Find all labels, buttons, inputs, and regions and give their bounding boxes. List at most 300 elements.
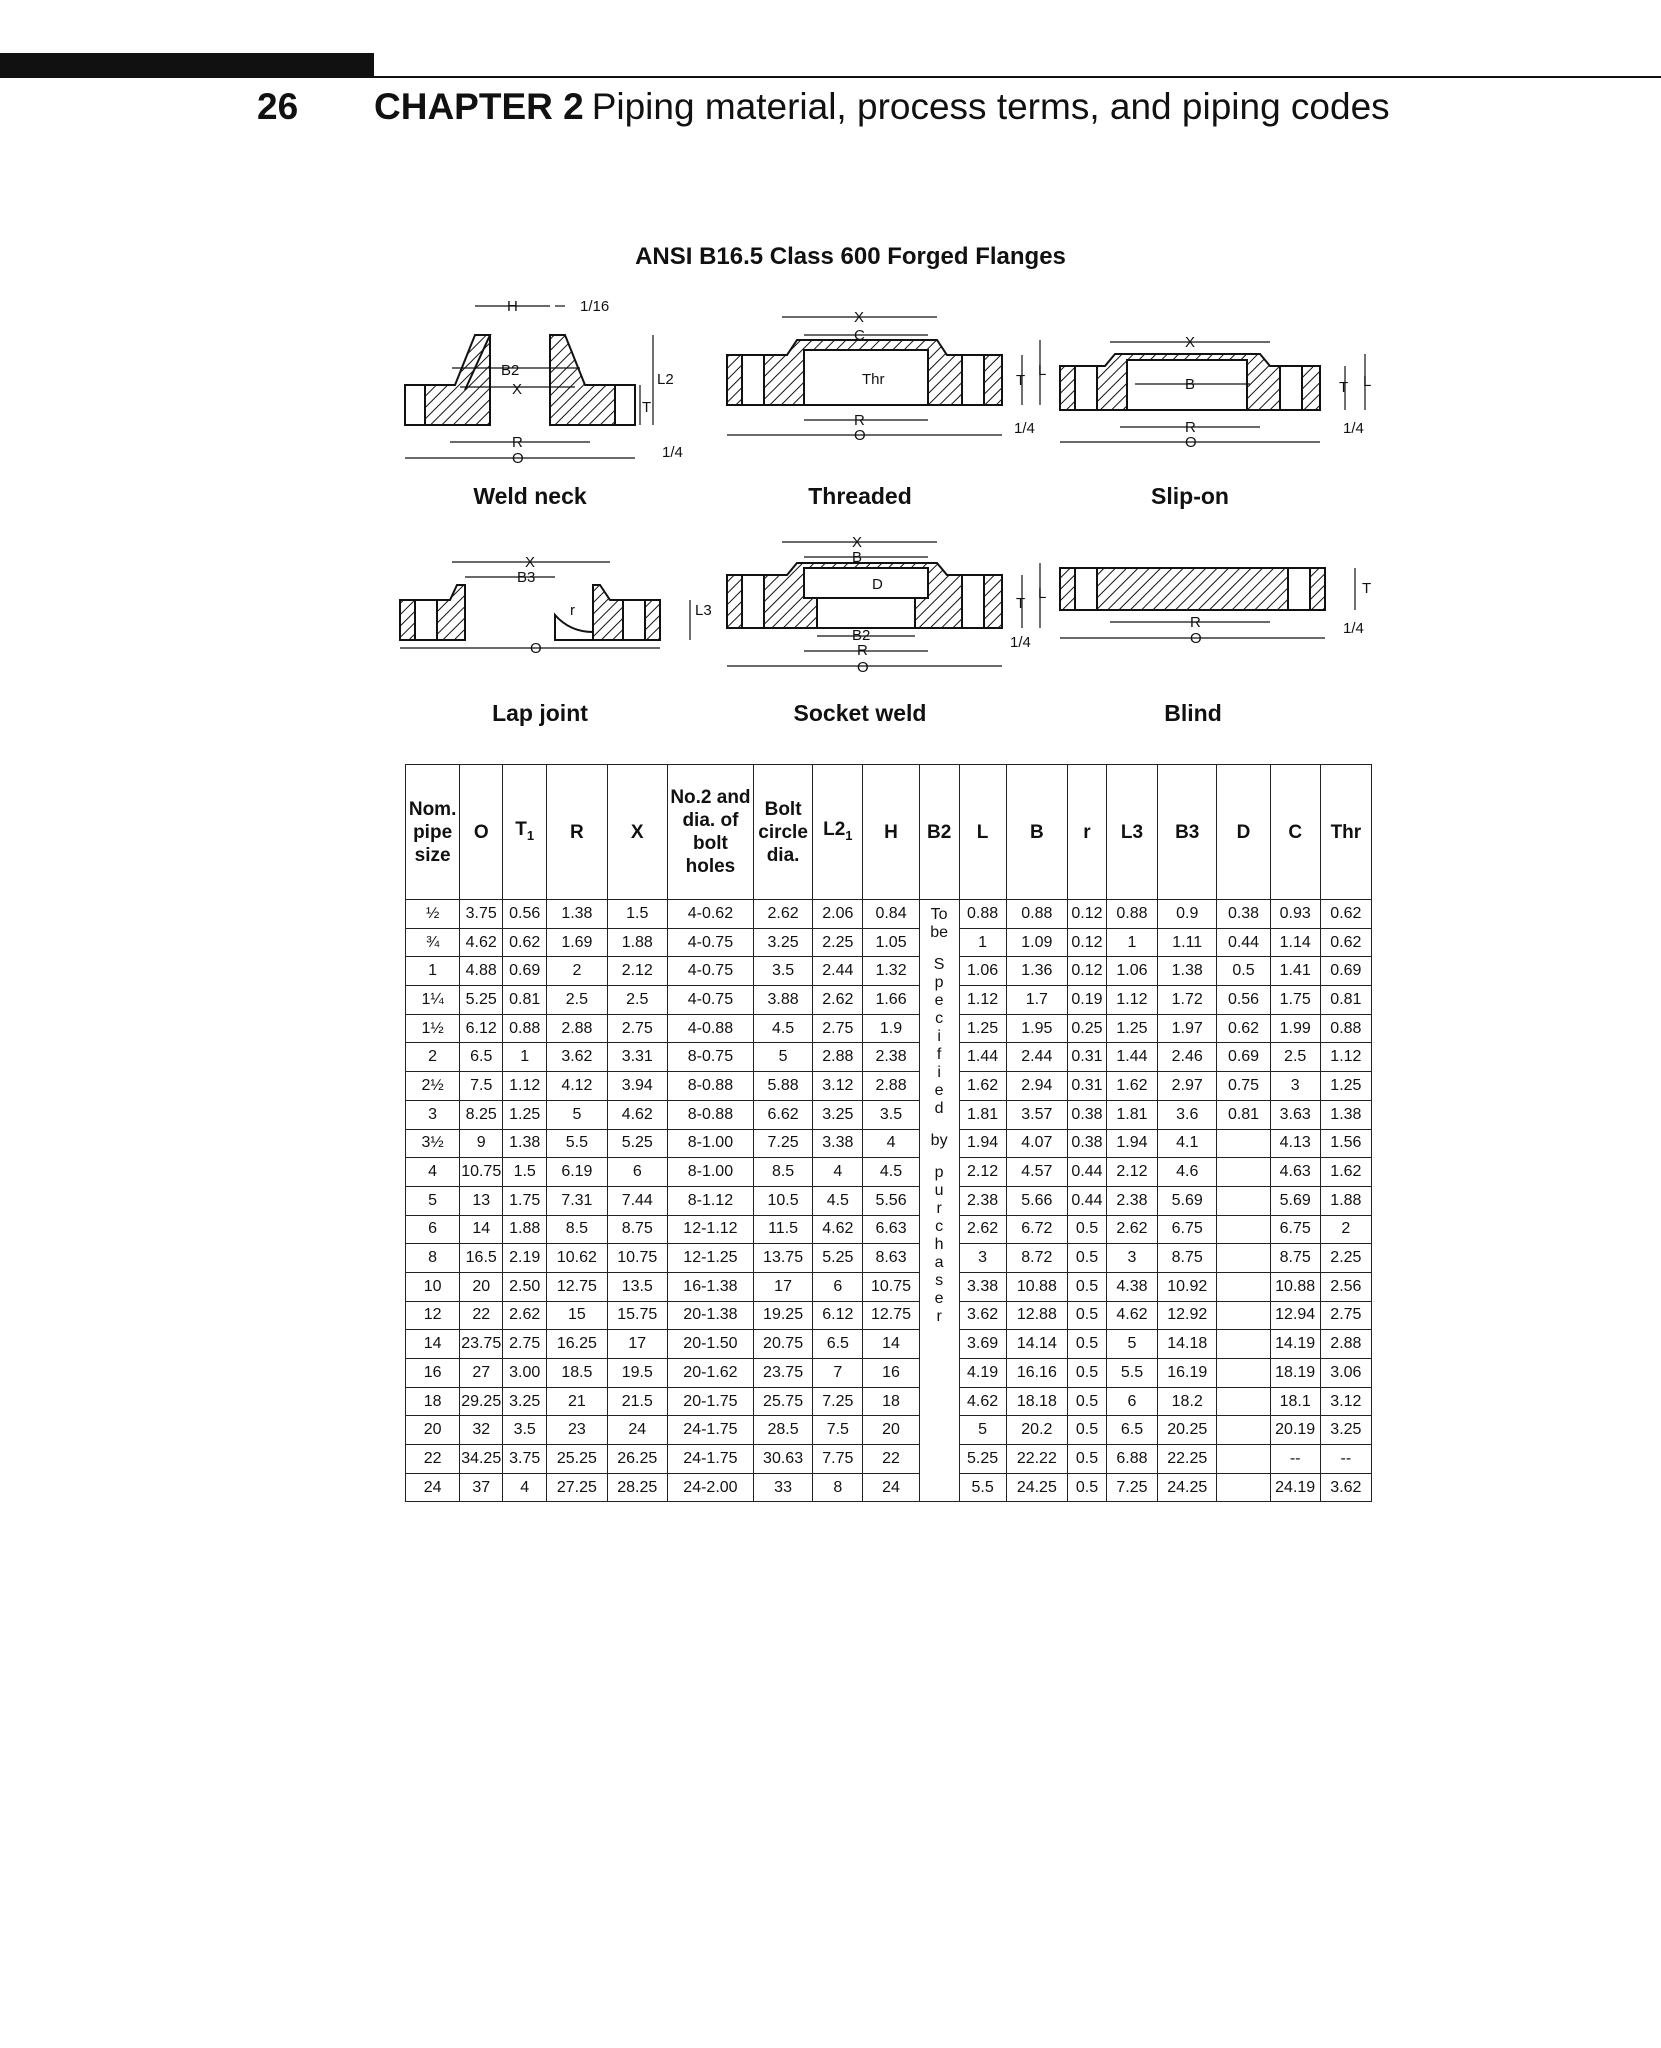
table-cell: 24-1.75 [667, 1416, 753, 1445]
table-cell: 0.62 [1320, 928, 1371, 957]
table-cell: 7.25 [753, 1129, 812, 1158]
table-cell: 0.5 [1068, 1473, 1107, 1502]
table-cell: 1.7 [1006, 986, 1067, 1015]
dim-label: R [1190, 614, 1201, 631]
table-cell: 8.5 [753, 1158, 812, 1187]
table-cell: 5.25 [460, 986, 503, 1015]
table-cell [1217, 1272, 1270, 1301]
table-cell: 0.9 [1158, 900, 1217, 929]
dim-label: 1/4 [1010, 634, 1031, 651]
table-cell: 1.32 [863, 957, 919, 986]
dim-label: L2 [657, 371, 674, 388]
table-cell: 13 [460, 1186, 503, 1215]
dim-label: 1/4 [1343, 620, 1364, 637]
table-cell: 2.94 [1006, 1072, 1067, 1101]
dim-label: T [1362, 580, 1372, 597]
table-cell: 17 [607, 1330, 667, 1359]
table-cell: 10.88 [1270, 1272, 1320, 1301]
table-cell: 2½ [406, 1072, 460, 1101]
table-cell: 8 [813, 1473, 863, 1502]
table-cell: 4 [863, 1129, 919, 1158]
column-header-holes: No.2 and dia. of bolt holes [667, 765, 753, 900]
dim-label: R [854, 412, 865, 429]
table-cell: 4.5 [863, 1158, 919, 1187]
table-cell: 1.5 [503, 1158, 547, 1187]
table-cell: 13.5 [607, 1272, 667, 1301]
table-cell: 0.84 [863, 900, 919, 929]
table-cell: 0.25 [1068, 1014, 1107, 1043]
table-row [406, 1244, 1372, 1273]
table-cell: 7.5 [813, 1416, 863, 1445]
table-cell: 23.75 [460, 1330, 503, 1359]
table-cell [1217, 1330, 1270, 1359]
column-header-l: L [959, 765, 1006, 900]
table-cell: 2.38 [1106, 1186, 1157, 1215]
table-cell: 18.1 [1270, 1387, 1320, 1416]
table-cell: 0.5 [1068, 1359, 1107, 1388]
table-cell: 0.12 [1068, 957, 1107, 986]
table-cell: 3.69 [959, 1330, 1006, 1359]
caption-slip-on: Slip-on [1151, 483, 1229, 509]
table-cell: 0.69 [1217, 1043, 1270, 1072]
table-cell: 34.25 [460, 1445, 503, 1474]
table-cell: 18 [406, 1387, 460, 1416]
table-cell: 1.38 [503, 1129, 547, 1158]
table-cell: 5.69 [1270, 1186, 1320, 1215]
table-cell: 20 [863, 1416, 919, 1445]
table-cell: 3½ [406, 1129, 460, 1158]
table-cell: 0.93 [1270, 900, 1320, 929]
table-cell: 5 [547, 1100, 607, 1129]
table-cell: 1.75 [1270, 986, 1320, 1015]
table-cell: 1.75 [503, 1186, 547, 1215]
table-cell: 0.56 [1217, 986, 1270, 1015]
table-cell: 3.57 [1006, 1100, 1067, 1129]
table-cell: 6.5 [813, 1330, 863, 1359]
table-cell: 1 [1106, 928, 1157, 957]
table-cell: 1.81 [959, 1100, 1006, 1129]
table-cell: 5 [406, 1186, 460, 1215]
table-cell: 12-1.25 [667, 1244, 753, 1273]
dim-label: T [642, 399, 652, 416]
table-cell: 4 [503, 1473, 547, 1502]
table-row [406, 1100, 1372, 1129]
table-cell [1217, 1215, 1270, 1244]
column-header-circle: Bolt circle dia. [753, 765, 812, 900]
table-cell: 10.75 [460, 1158, 503, 1187]
table-row [406, 1445, 1372, 1474]
table-cell: 1.25 [503, 1100, 547, 1129]
table-cell: 0.81 [1320, 986, 1371, 1015]
table-row [406, 1387, 1372, 1416]
table-cell: 8-1.00 [667, 1158, 753, 1187]
column-header-r: r [1068, 765, 1107, 900]
column-header-t1: $T_1$ [503, 765, 547, 900]
table-cell: 3.88 [753, 986, 812, 1015]
table-cell: 20.25 [1158, 1416, 1217, 1445]
table-cell: 0.88 [1320, 1014, 1371, 1043]
table-cell: 3.25 [753, 928, 812, 957]
table-cell: 0.12 [1068, 900, 1107, 929]
table-cell: 3.5 [863, 1100, 919, 1129]
table-cell: 0.56 [503, 900, 547, 929]
table-cell: 6.72 [1006, 1215, 1067, 1244]
table-cell: 3.75 [460, 900, 503, 929]
table-cell: 20.19 [1270, 1416, 1320, 1445]
table-cell: 2 [406, 1043, 460, 1072]
table-cell: 0.5 [1068, 1272, 1107, 1301]
table-cell: 2.06 [813, 900, 863, 929]
table-cell: 22 [406, 1445, 460, 1474]
table-cell: 24 [863, 1473, 919, 1502]
dim-label: L [1363, 373, 1372, 390]
table-cell: 3.62 [547, 1043, 607, 1072]
table-cell: 0.88 [503, 1014, 547, 1043]
table-cell: 0.5 [1068, 1445, 1107, 1474]
column-header-c: C [1270, 765, 1320, 900]
table-cell: 2.75 [607, 1014, 667, 1043]
table-row [406, 1330, 1372, 1359]
table-cell: 0.5 [1068, 1330, 1107, 1359]
table-cell [1217, 1186, 1270, 1215]
table-cell: 2.50 [503, 1272, 547, 1301]
table-cell: 9 [460, 1129, 503, 1158]
table-cell: 2.75 [503, 1330, 547, 1359]
table-row [406, 1272, 1372, 1301]
table-cell: 0.31 [1068, 1043, 1107, 1072]
table-row [406, 900, 1372, 929]
table-row [406, 1072, 1372, 1101]
table-cell: 1.25 [1106, 1014, 1157, 1043]
table-cell: 24-2.00 [667, 1473, 753, 1502]
table-cell: 0.5 [1068, 1244, 1107, 1273]
table-row [406, 1043, 1372, 1072]
dim-label: X [854, 309, 865, 326]
table-cell: 6.19 [547, 1158, 607, 1187]
dim-label: O [857, 659, 869, 676]
table-cell: 5.25 [813, 1244, 863, 1273]
chapter-heading [374, 86, 1390, 128]
table-cell: 4-0.75 [667, 986, 753, 1015]
table-row [406, 957, 1372, 986]
table-cell: 3.25 [503, 1387, 547, 1416]
table-cell: 1.88 [1320, 1186, 1371, 1215]
table-cell: 4.07 [1006, 1129, 1067, 1158]
table-cell: 19.25 [753, 1301, 812, 1330]
dim-label: R [512, 434, 523, 451]
table-cell: 10 [406, 1272, 460, 1301]
table-cell: -- [1320, 1445, 1371, 1474]
table-cell: 1.62 [1106, 1072, 1157, 1101]
table-cell [1217, 1445, 1270, 1474]
table-cell: 1.5 [607, 900, 667, 929]
caption-lap-joint: Lap joint [492, 700, 588, 726]
table-cell: 1.06 [1106, 957, 1157, 986]
table-header-row [406, 765, 1372, 900]
table-cell: 16 [406, 1359, 460, 1388]
table-cell: 6.5 [460, 1043, 503, 1072]
table-cell: 3.94 [607, 1072, 667, 1101]
column-header-r: R [547, 765, 607, 900]
table-cell: 4.57 [1006, 1158, 1067, 1187]
table-cell [1217, 1387, 1270, 1416]
table-cell: 16.19 [1158, 1359, 1217, 1388]
table-cell: 3.38 [959, 1272, 1006, 1301]
table-cell [1217, 1129, 1270, 1158]
table-row [406, 1416, 1372, 1445]
table-cell: 12-1.12 [667, 1215, 753, 1244]
table-cell: 2.88 [813, 1043, 863, 1072]
table-cell: 1.38 [1158, 957, 1217, 986]
figure-title: ANSI B16.5 Class 600 Forged Flanges [635, 243, 1066, 270]
dim-label: X [525, 554, 536, 571]
table-cell: 2.97 [1158, 1072, 1217, 1101]
table-cell: 6.12 [460, 1014, 503, 1043]
table-cell: 2.5 [1270, 1043, 1320, 1072]
blind-drawing [1055, 560, 1385, 670]
table-cell: 4 [406, 1158, 460, 1187]
table-cell: 3.75 [503, 1445, 547, 1474]
table-cell: 0.62 [1217, 1014, 1270, 1043]
table-cell: 1.62 [959, 1072, 1006, 1101]
table-cell: 3.5 [753, 957, 812, 986]
table-cell: 3.38 [813, 1129, 863, 1158]
table-cell: 20.75 [753, 1330, 812, 1359]
table-cell: 1.38 [547, 900, 607, 929]
table-cell: 29.25 [460, 1387, 503, 1416]
table-cell: 20.2 [1006, 1416, 1067, 1445]
table-cell: 0.38 [1217, 900, 1270, 929]
header-bar [0, 53, 374, 78]
table-cell: 2.62 [1106, 1215, 1157, 1244]
caption-weld-neck: Weld neck [473, 483, 587, 509]
dim-label: O [1190, 630, 1202, 647]
dim-label: T [1339, 379, 1349, 396]
table-cell: 8.5 [547, 1215, 607, 1244]
column-header-b3: B3 [1158, 765, 1217, 900]
table-cell: 2.88 [547, 1014, 607, 1043]
table-cell: 14.14 [1006, 1330, 1067, 1359]
table-cell: 4.12 [547, 1072, 607, 1101]
table-cell: 10.75 [607, 1244, 667, 1273]
table-cell: 12 [406, 1301, 460, 1330]
table-cell: 2 [547, 957, 607, 986]
table-cell: 8.75 [607, 1215, 667, 1244]
table-cell: 2.62 [753, 900, 812, 929]
table-cell: 10.75 [863, 1272, 919, 1301]
table-cell: 0.38 [1068, 1129, 1107, 1158]
table-cell: 0.62 [503, 928, 547, 957]
page-number: 26 [257, 86, 299, 127]
table-cell: 2.56 [1320, 1272, 1371, 1301]
column-header-nom: Nom. pipe size [406, 765, 460, 900]
table-row [406, 1301, 1372, 1330]
column-header-o: O [460, 765, 503, 900]
table-cell: 1.81 [1106, 1100, 1157, 1129]
table-cell: 3.6 [1158, 1100, 1217, 1129]
table-cell: 12.88 [1006, 1301, 1067, 1330]
table-cell: 6.62 [753, 1100, 812, 1129]
table-cell: 8-0.88 [667, 1072, 753, 1101]
threaded-drawing [722, 305, 1052, 445]
table-cell: 8-0.88 [667, 1100, 753, 1129]
table-cell: 1.62 [1320, 1158, 1371, 1187]
table-cell: 0.5 [1068, 1416, 1107, 1445]
table-cell: 25.75 [753, 1387, 812, 1416]
table-cell: 18.5 [547, 1359, 607, 1388]
table-cell [1217, 1158, 1270, 1187]
table-cell: 7 [813, 1359, 863, 1388]
dim-label: O [1185, 434, 1197, 450]
table-cell: 22 [863, 1445, 919, 1474]
table-cell: 21.5 [607, 1387, 667, 1416]
table-cell: 27 [460, 1359, 503, 1388]
table-cell: 24-1.75 [667, 1445, 753, 1474]
table-cell: 0.5 [1068, 1301, 1107, 1330]
table-cell: 27.25 [547, 1473, 607, 1502]
table-body [406, 900, 1372, 1502]
table-cell: 0.88 [1006, 900, 1067, 929]
caption-socket-weld: Socket weld [793, 700, 927, 726]
table-cell: 2.62 [959, 1215, 1006, 1244]
header-rule [374, 76, 1661, 78]
dim-label: r [570, 602, 575, 619]
table-cell: 2.62 [813, 986, 863, 1015]
table-cell: 6.75 [1270, 1215, 1320, 1244]
table-cell: 2.5 [607, 986, 667, 1015]
table-cell: 6 [406, 1215, 460, 1244]
table-cell: 3.25 [813, 1100, 863, 1129]
table-cell: 4.62 [460, 928, 503, 957]
table-cell: 28.5 [753, 1416, 812, 1445]
table-cell: 14 [406, 1330, 460, 1359]
table-cell: 20 [406, 1416, 460, 1445]
table-cell: 1½ [406, 1014, 460, 1043]
table-cell: 2.25 [813, 928, 863, 957]
table-cell: 1.95 [1006, 1014, 1067, 1043]
table-cell: 8.75 [1158, 1244, 1217, 1273]
table-cell: 5.66 [1006, 1186, 1067, 1215]
dim-label: R [857, 642, 868, 659]
table-cell: 2.44 [1006, 1043, 1067, 1072]
table-cell: 8-1.12 [667, 1186, 753, 1215]
table-cell: 21 [547, 1387, 607, 1416]
dim-label: 1/4 [1014, 420, 1035, 437]
column-header-l21: $L2_1$ [813, 765, 863, 900]
table-cell: 1 [503, 1043, 547, 1072]
table-cell: 18.18 [1006, 1387, 1067, 1416]
table-cell: 5.69 [1158, 1186, 1217, 1215]
table-cell: 3.25 [1320, 1416, 1371, 1445]
table-cell: 13.75 [753, 1244, 812, 1273]
dim-label: 1/4 [1343, 420, 1364, 437]
table-cell: 22.22 [1006, 1445, 1067, 1474]
table-cell: 0.44 [1068, 1186, 1107, 1215]
table-cell: 2.88 [1320, 1330, 1371, 1359]
table-cell: 4.38 [1106, 1272, 1157, 1301]
table-cell: 24.25 [1006, 1473, 1067, 1502]
column-header-d: D [1217, 765, 1270, 900]
table-cell: 1.41 [1270, 957, 1320, 986]
table-row [406, 1014, 1372, 1043]
table-cell: 32 [460, 1416, 503, 1445]
table-cell: 0.69 [503, 957, 547, 986]
table-cell: 7.75 [813, 1445, 863, 1474]
table-cell: 24.25 [1158, 1473, 1217, 1502]
table-row [406, 1215, 1372, 1244]
table-cell: 14.18 [1158, 1330, 1217, 1359]
table-cell: 4.5 [753, 1014, 812, 1043]
table-cell: 20-1.50 [667, 1330, 753, 1359]
table-cell: 2.5 [547, 986, 607, 1015]
table-row [406, 986, 1372, 1015]
table-cell: 18.2 [1158, 1387, 1217, 1416]
table-cell: 7.31 [547, 1186, 607, 1215]
dim-label: D [872, 576, 883, 593]
table-cell: 2.38 [863, 1043, 919, 1072]
table-cell: 4.13 [1270, 1129, 1320, 1158]
table-cell: 6.88 [1106, 1445, 1157, 1474]
table-cell [1217, 1473, 1270, 1502]
table-cell: 1.12 [959, 986, 1006, 1015]
table-cell: 10.88 [1006, 1272, 1067, 1301]
table-cell: 3.12 [813, 1072, 863, 1101]
column-header-x: X [607, 765, 667, 900]
dim-label: 1/16 [580, 298, 610, 315]
table-cell: 1.12 [1106, 986, 1157, 1015]
table-cell: 20-1.62 [667, 1359, 753, 1388]
table-cell: 2.75 [813, 1014, 863, 1043]
table-cell: 4.62 [607, 1100, 667, 1129]
table-cell: 3 [406, 1100, 460, 1129]
caption-blind: Blind [1164, 700, 1222, 726]
table-cell: 0.75 [1217, 1072, 1270, 1101]
table-cell: 2 [1320, 1215, 1371, 1244]
dim-label: H [507, 298, 518, 315]
chapter-title: Piping material, process terms, and piping codes [591, 86, 1390, 127]
dim-label: O [512, 450, 524, 467]
table-cell: 37 [460, 1473, 503, 1502]
table-cell: 16.25 [547, 1330, 607, 1359]
table-cell: 15.75 [607, 1301, 667, 1330]
table-cell: 4-0.62 [667, 900, 753, 929]
lap-joint-drawing [395, 540, 725, 660]
dim-label: B3 [517, 569, 536, 586]
table-cell: 0.81 [503, 986, 547, 1015]
table-cell: 4 [813, 1158, 863, 1187]
dim-label: B2 [852, 627, 871, 644]
table-cell: 8.72 [1006, 1244, 1067, 1273]
table-cell: 3 [1270, 1072, 1320, 1101]
table-cell: 1.94 [1106, 1129, 1157, 1158]
table-cell: ½ [406, 900, 460, 929]
table-cell: ¾ [406, 928, 460, 957]
table-cell: 2.38 [959, 1186, 1006, 1215]
table-cell: 20-1.38 [667, 1301, 753, 1330]
table-cell: 1.12 [503, 1072, 547, 1101]
table-cell: 0.44 [1068, 1158, 1107, 1187]
table-cell: 7.25 [813, 1387, 863, 1416]
table-cell: 16.5 [460, 1244, 503, 1273]
table-cell: 25.25 [547, 1445, 607, 1474]
table-cell: 22 [460, 1301, 503, 1330]
table-cell: 1.25 [1320, 1072, 1371, 1101]
dim-label: C [854, 327, 865, 344]
table-cell: 5.56 [863, 1186, 919, 1215]
table-cell: 1.25 [959, 1014, 1006, 1043]
table-cell: 0.5 [1217, 957, 1270, 986]
table-cell: 1.56 [1320, 1129, 1371, 1158]
